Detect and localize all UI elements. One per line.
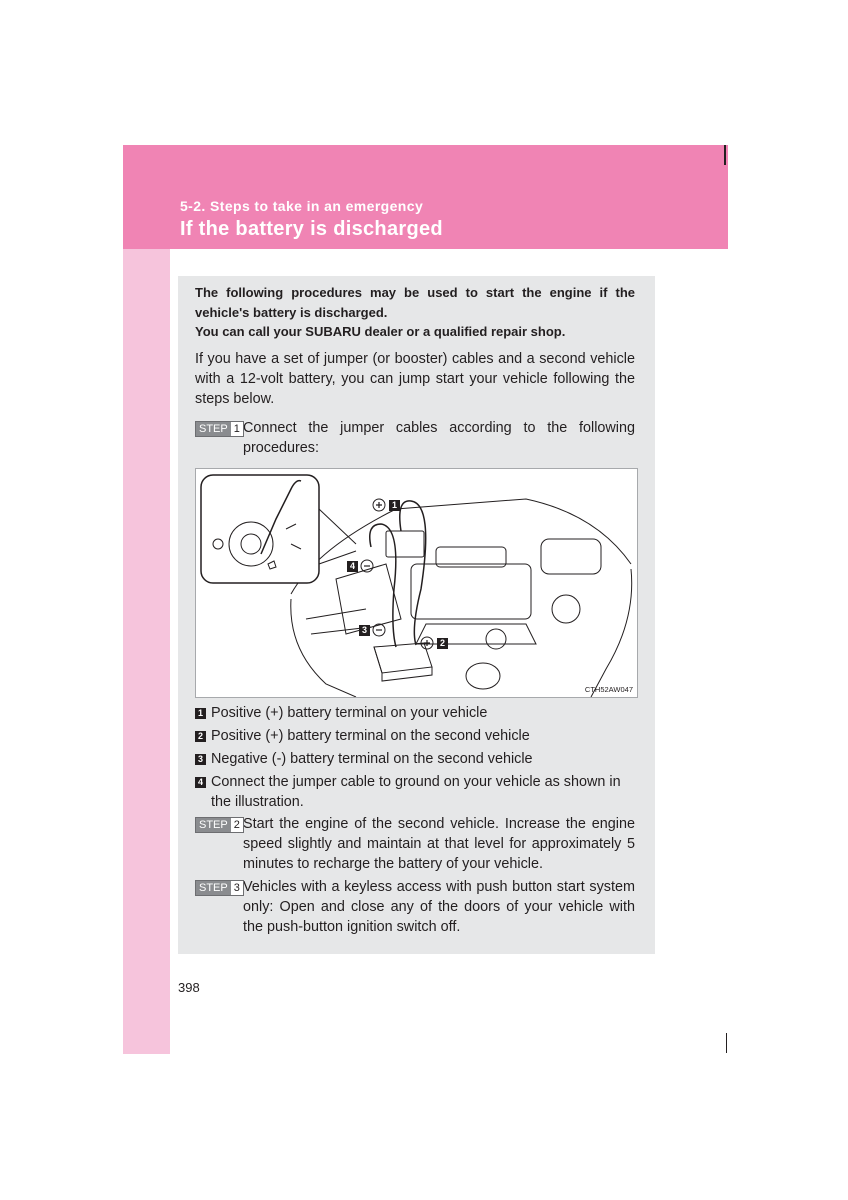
callout-number: 2: [195, 731, 206, 742]
callout-text: Connect the jumper cable to ground on your vehicle as shown in the illustration.: [211, 774, 621, 810]
callout-number: 1: [195, 708, 206, 719]
step-badge: [195, 421, 244, 437]
callout-text: Positive (+) battery terminal on your vehicle: [211, 705, 488, 721]
callout-number: 3: [195, 754, 206, 765]
crop-mark: [724, 145, 726, 165]
intro-bold-line: You can call your SUBARU dealer or a qualified repair shop.: [195, 324, 566, 339]
figure-label-3: 3: [359, 625, 370, 636]
page-number: 398: [178, 980, 200, 995]
intro-bold: [195, 283, 635, 342]
section-label: 5-2. Steps to take in an emergency: [180, 198, 424, 214]
step-text: Start the engine of the second vehicle. Increase the engine speed slightly and maintain at that level for approximately 5 minutes to recharge the battery of your vehicle.: [243, 816, 635, 872]
step-3: [195, 877, 635, 937]
figure-label-2: 2: [437, 638, 448, 649]
callout-text: Negative (-) battery terminal on the second vehicle: [211, 751, 533, 767]
crop-mark: [726, 1033, 727, 1053]
step-word: STEP: [196, 881, 231, 895]
callout-item: [195, 726, 635, 746]
step-1: [195, 418, 635, 458]
engine-drawing: [196, 469, 638, 698]
callout-item: [195, 749, 635, 769]
step-2: [195, 814, 635, 874]
engine-illustration: [195, 468, 638, 698]
callout-number: 4: [195, 777, 206, 788]
step-text: Connect the jumper cables according to the following procedures:: [243, 420, 635, 456]
intro-text: If you have a set of jumper (or booster) cables and a second vehicle with a 12-volt battery, you can jump start your vehicle following the steps below.: [195, 351, 635, 407]
callout-item: [195, 772, 635, 812]
intro-bold-line: The following procedures may be used to start the engine if the vehicle's battery is discharged.: [195, 285, 635, 320]
callout-text: Positive (+) battery terminal on the second vehicle: [211, 728, 530, 744]
side-band: [123, 249, 170, 1054]
page-title: If the battery is discharged: [180, 218, 443, 240]
step-word: STEP: [196, 422, 231, 436]
figure-code: CTH52AW047: [584, 685, 633, 694]
figure-label-4: 4: [347, 561, 358, 572]
step-number: 1: [231, 422, 243, 436]
step-number: 2: [231, 818, 243, 832]
step-badge: [195, 880, 244, 896]
figure-label-1: 1: [389, 500, 400, 511]
step-text: Vehicles with a keyless access with push button start system only: Open and close any of the doors of your vehicle with the push-button ignition switch off.: [243, 879, 635, 935]
step-word: STEP: [196, 818, 231, 832]
step-number: 3: [231, 881, 243, 895]
callout-item: [195, 703, 635, 723]
step-badge: [195, 817, 244, 833]
callout-list: [195, 703, 635, 815]
